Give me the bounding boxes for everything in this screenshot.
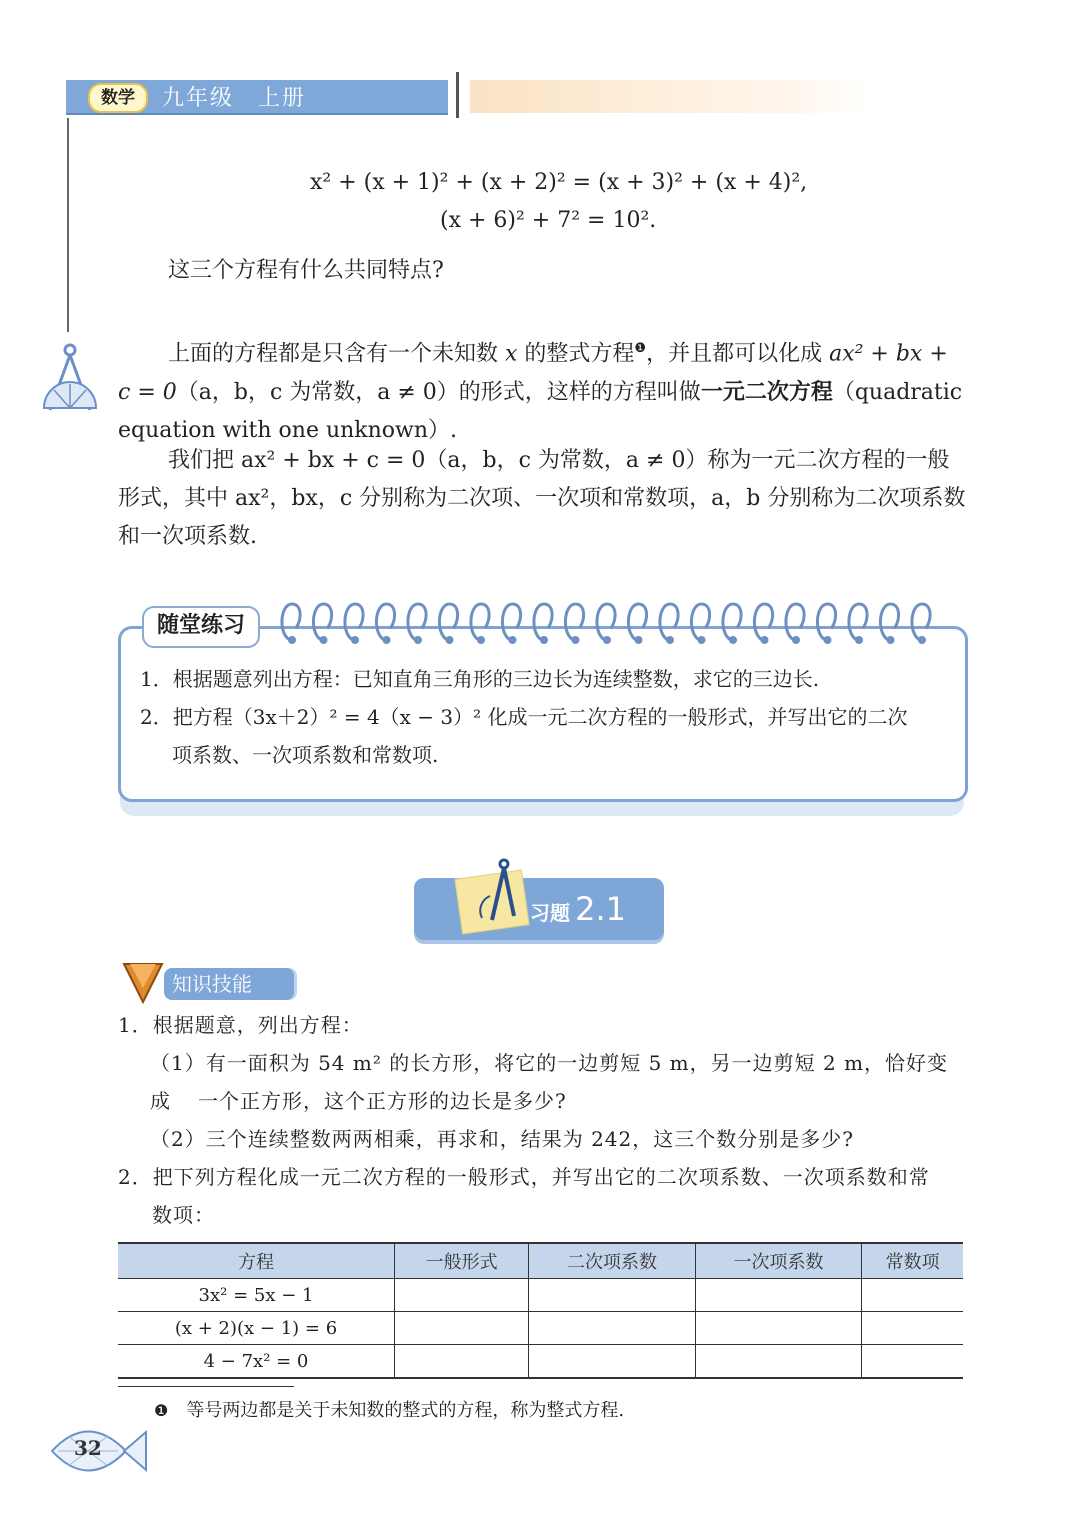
book-title: 九年级 上册 [162,86,307,111]
ring-hole [603,636,611,644]
blank-cell[interactable] [529,1345,696,1379]
problem-set-title: 习题 2.1 [530,890,626,928]
definition-paragraph: 上面的方程都是只含有一个未知数 x 的整式方程$^❶$，并且都可以化成 ax² + bx + c = 0（a，b，c 为常数，a ≠ 0）的形式，这样的方程叫做一元二次方程（quadratic equation with one unknown）. [118,341,963,444]
table-header: 二次项系数 [529,1243,696,1279]
ring-hole [887,636,895,644]
header-gradient [470,80,870,113]
exercise-item-2-cont: 项系数、一次项系数和常数项. [172,743,439,767]
spiral-ring [565,604,583,640]
spiral-ring [345,604,363,640]
ring-hole [446,636,454,644]
blank-cell[interactable] [695,1345,862,1379]
spiral-ring [912,604,930,640]
blank-cell[interactable] [695,1312,862,1345]
table-row [118,1345,963,1379]
ring-hole [824,636,832,644]
table-row [118,1312,963,1345]
ring-hole [477,636,485,644]
spiral-ring [628,604,646,640]
spiral-ring [502,604,520,640]
equation-cell: 4 − 7x² = 0 [118,1345,395,1379]
spiral-ring [849,604,867,640]
spiral-rings-icon [278,600,948,650]
table-row [118,1279,963,1312]
header-divider [456,72,459,118]
equation-1: x² + (x + 1)² + (x + 2)² = (x + 3)² + (x + 4)², [310,170,808,195]
blank-cell[interactable] [862,1279,963,1312]
ring-hole [509,636,517,644]
spiral-ring [817,604,835,640]
blank-cell[interactable] [529,1312,696,1345]
ring-hole [383,636,391,644]
footnote: ❶ 等号两边都是关于未知数的整式的方程，称为整式方程. [154,1400,625,1421]
exercise-label: 随堂练习 [142,606,260,648]
spiral-ring [282,604,300,640]
ring-hole [761,636,769,644]
ring-hole [635,636,643,644]
blank-cell[interactable] [695,1279,862,1312]
spiral-ring [660,604,678,640]
spiral-ring [880,604,898,640]
blank-cell[interactable] [395,1312,529,1345]
compass-protractor-icon [40,340,100,414]
blank-cell[interactable] [395,1345,529,1379]
pennant-icon [122,958,164,1004]
ring-hole [572,636,580,644]
ring-hole [540,636,548,644]
general-form-paragraph: 我们把 ax² + bx + c = 0（a，b，c 为常数，a ≠ 0）称为一元二次方程的一般形式，其中 ax²，bx，c 分别称为二次项、一次项和常数项，a，b 分别称为二次项系数和一次项系数. [118,448,966,549]
spiral-ring [471,604,489,640]
skills-label: 知识技能 [164,968,294,1000]
question-text: 这三个方程有什么共同特点? [168,258,444,283]
ring-hole [918,636,926,644]
exercise-item-2: 2．把方程（3x＋2）² = 4（x − 3）² 化成一元二次方程的一般形式，并写出它的二次 [140,705,908,729]
problem-2: 2．把下列方程化成一元二次方程的一般形式，并写出它的二次项系数、一次项系数和常 [118,1165,930,1189]
compass-icon [468,858,528,928]
blank-cell[interactable] [529,1279,696,1312]
spiral-ring [313,604,331,640]
table-header: 一次项系数 [695,1243,862,1279]
problem-1: 1．根据题意，列出方程： [118,1013,363,1037]
ring-hole [414,636,422,644]
problem-2-cont: 数项： [152,1203,215,1227]
equation-cell: 3x² = 5x − 1 [118,1279,395,1312]
table-header: 常数项 [862,1243,963,1279]
subject-badge: 数学 [88,83,148,113]
ring-hole [855,636,863,644]
spiral-ring [723,604,741,640]
problem-1-part-2: （2）三个连续整数两两相乘，再求和，结果为 242，这三个数分别是多少? [150,1127,854,1151]
spiral-ring [597,604,615,640]
problem-1-part-1-cont: 一个正方形，这个正方形的边长是多少? [198,1089,567,1113]
blank-cell[interactable] [862,1345,963,1379]
spiral-ring [408,604,426,640]
spiral-ring [786,604,804,640]
spiral-ring [691,604,709,640]
ring-hole [288,636,296,644]
footnote-marker: ❶ [634,341,647,356]
spiral-ring [376,604,394,640]
blank-cell[interactable] [862,1312,963,1345]
table-header: 一般形式 [395,1243,529,1279]
spiral-ring [439,604,457,640]
exercise-item-1: 1．根据题意列出方程：已知直角三角形的三边长为连续整数，求它的三边长. [140,667,820,691]
equation-table [118,1242,963,1379]
page-number: 32 [74,1436,102,1460]
footnote-divider [118,1386,294,1387]
equation-2: (x + 6)² + 7² = 10². [440,208,657,233]
table-header-row [118,1243,963,1279]
term-quadratic: 一元二次方程 [700,379,833,406]
ring-hole [351,636,359,644]
spiral-ring [534,604,552,640]
ring-hole [729,636,737,644]
margin-line [67,118,69,332]
spiral-ring [754,604,772,640]
ring-hole [698,636,706,644]
ring-hole [792,636,800,644]
table-header: 方程 [118,1243,395,1279]
equation-cell: (x + 2)(x − 1) = 6 [118,1312,395,1345]
ring-hole [666,636,674,644]
ring-hole [320,636,328,644]
problem-1-part-1: （1）有一面积为 54 m² 的长方形，将它的一边剪短 5 m，另一边剪短 2 m，恰好变成 [150,1051,949,1113]
blank-cell[interactable] [395,1279,529,1312]
